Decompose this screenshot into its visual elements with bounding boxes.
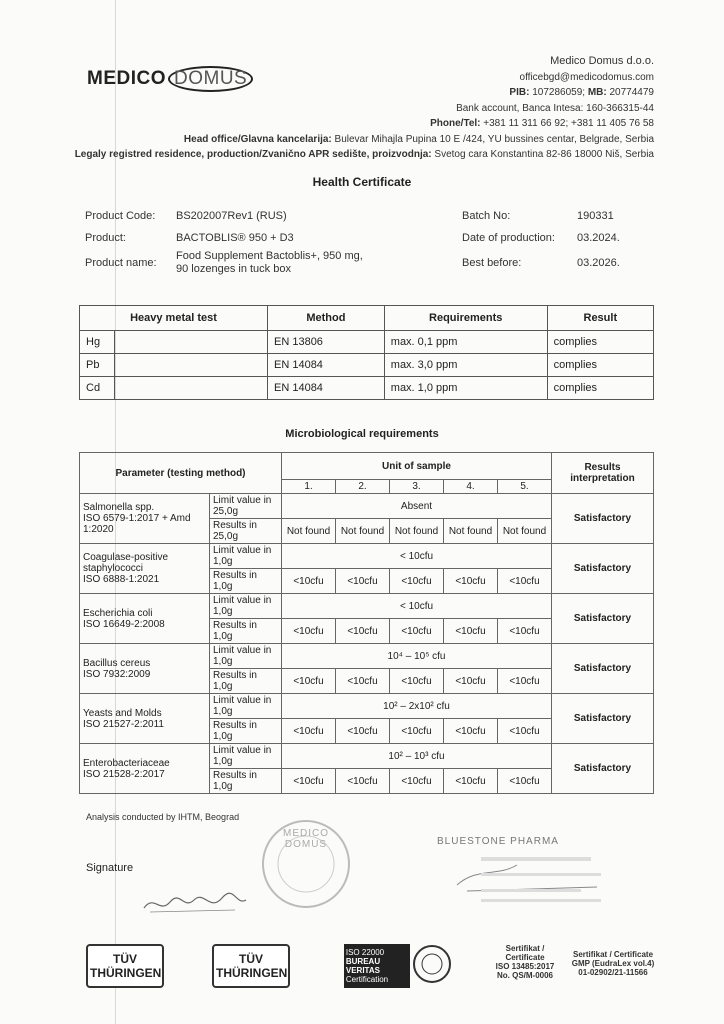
result-cell: <10cfu	[498, 719, 552, 744]
parameter-method: ISO 6579-1:2017 + Amd 1:2020	[83, 513, 191, 535]
result-cell: <10cfu	[282, 619, 336, 644]
results-label: Results in 25,0g	[210, 519, 282, 544]
col-heavy-metal: Heavy metal test	[80, 306, 268, 331]
col-result: Result	[547, 306, 653, 331]
tuv-badge-2	[212, 944, 290, 994]
result-cell: <10cfu	[498, 619, 552, 644]
table-row	[80, 644, 654, 669]
table-row	[80, 377, 654, 400]
results-label: Results in 1,0g	[210, 769, 282, 794]
limit-value: 10² – 10³ cfu	[282, 744, 552, 769]
result-cell: <10cfu	[282, 719, 336, 744]
col-results-interpretation: Results interpretation	[552, 453, 654, 494]
result-cell: <10cfu	[282, 569, 336, 594]
legal-residence: Legaly registred residence, production/Zvanično APR sedište, proizvodnja: Svetog cara Konstantina 82-86 18000 Niš, Serbia	[74, 149, 654, 160]
cert1-line4: No. QS/M-0006	[496, 971, 553, 980]
blank-cell	[115, 377, 268, 400]
result-cell: <10cfu	[336, 569, 390, 594]
table-row	[80, 494, 654, 519]
result-cell: Not found	[390, 519, 444, 544]
limit-label: Limit value in 25,0g	[210, 494, 282, 519]
table-row	[80, 594, 654, 619]
parameter-name: Salmonella spp.	[83, 502, 155, 513]
method-cell: EN 14084	[268, 377, 385, 400]
limit-value: 10⁴ – 10⁵ cfu	[282, 644, 552, 669]
company-name: Medico Domus d.o.o.	[550, 55, 654, 67]
interpretation-cell: Satisfactory	[552, 594, 654, 644]
product: BACTOBLIS® 950 + D3	[176, 232, 294, 244]
result-cell: <10cfu	[498, 769, 552, 794]
result-cell: <10cfu	[282, 769, 336, 794]
phone: Phone/Tel: +381 11 311 66 92; +381 11 405 76 58	[430, 118, 654, 129]
head-office: Head office/Glavna kancelarija: Bulevar Mihajla Pupina 10 E /424, YU bussines centar, Belgrade, Serbia	[183, 133, 654, 145]
unit-2: 2.	[336, 480, 390, 494]
limit-label: Limit value in 1,0g	[210, 544, 282, 569]
bv-seal-icon	[412, 944, 452, 984]
batch: 190331	[577, 210, 614, 222]
results-label: Results in 1,0g	[210, 669, 282, 694]
company-stamp	[262, 820, 350, 908]
tuv-badge-1	[86, 944, 164, 994]
bank-account: Bank account, Banca Intesa: 160-366315-44	[456, 102, 654, 114]
company-email: officebgd@medicodomus.com	[519, 71, 654, 83]
unit-1: 1.	[282, 480, 336, 494]
limit-label: Limit value in 1,0g	[210, 644, 282, 669]
micro-title: Microbiological requirements	[285, 428, 439, 440]
metal-cell: Pb	[80, 354, 115, 377]
cert1-line2: Certificate	[505, 953, 545, 962]
unit-4: 4.	[444, 480, 498, 494]
document-title: Health Certificate	[312, 175, 412, 189]
table-row	[80, 544, 654, 569]
result-cell: complies	[547, 354, 653, 377]
result-cell: <10cfu	[390, 719, 444, 744]
parameter-cell	[80, 744, 210, 794]
limit-value: Absent	[282, 494, 552, 519]
table-row	[80, 694, 654, 719]
parameter-method: ISO 6888-1:2021	[83, 574, 160, 585]
unit-3: 3.	[390, 480, 444, 494]
result-cell: complies	[547, 331, 653, 354]
result-cell: <10cfu	[390, 569, 444, 594]
result-cell: <10cfu	[444, 769, 498, 794]
metal-cell: Cd	[80, 377, 115, 400]
interpretation-cell: Satisfactory	[552, 494, 654, 544]
result-cell: <10cfu	[336, 619, 390, 644]
tuv-logo: TÜV THÜRINGEN	[86, 944, 164, 988]
limit-label: Limit value in 1,0g	[210, 694, 282, 719]
result-cell: <10cfu	[444, 719, 498, 744]
result-cell: Not found	[336, 519, 390, 544]
result-cell: <10cfu	[498, 669, 552, 694]
parameter-name: Enterobacteriaceae	[83, 757, 170, 769]
result-cell: <10cfu	[390, 669, 444, 694]
method-cell: EN 14084	[268, 354, 385, 377]
cert2-line2: GMP (EudraLex vol.4)	[571, 959, 655, 968]
parameter-method: ISO 21527-2:2011	[83, 718, 164, 730]
product-name-1: Food Supplement Bactoblis+, 950 mg,	[176, 250, 363, 262]
product-code: BS202007Rev1 (RUS)	[176, 210, 287, 222]
result-cell: <10cfu	[336, 719, 390, 744]
iso-13485-cert	[490, 944, 560, 980]
stamp-text: MEDICO DOMUS	[283, 828, 329, 850]
handwritten-signature	[140, 888, 250, 918]
result-cell: complies	[547, 377, 653, 400]
result-cell: <10cfu	[390, 619, 444, 644]
product-name-2: 90 lozenges in tuck box	[176, 263, 291, 275]
parameter-name: Escherichia coli	[83, 607, 153, 619]
parameter-cell	[80, 494, 210, 544]
parameter-method: ISO 16649-2:2008	[83, 618, 165, 630]
col-method: Method	[268, 306, 385, 331]
bv-cert: Certification	[345, 975, 389, 984]
cert1-line3: ISO 13485:2017	[495, 962, 555, 971]
batch-label: Batch No:	[462, 210, 511, 222]
product-code-label: Product Code:	[85, 210, 156, 222]
gmp-cert	[565, 950, 661, 977]
result-cell: <10cfu	[282, 669, 336, 694]
logo-right: DOMUS	[168, 66, 253, 92]
bv-iso: ISO 22000	[345, 948, 385, 957]
logo-left: MEDICO	[87, 68, 166, 89]
parameter-cell	[80, 544, 210, 594]
result-cell: Not found	[498, 519, 552, 544]
result-cell: <10cfu	[444, 669, 498, 694]
interpretation-cell: Satisfactory	[552, 544, 654, 594]
result-cell: <10cfu	[336, 769, 390, 794]
result-cell: <10cfu	[336, 669, 390, 694]
limit-value: < 10cfu	[282, 594, 552, 619]
company-ids: PIB: 107286059; MB: 20774479	[509, 87, 654, 98]
limit-label: Limit value in 1,0g	[210, 594, 282, 619]
parameter-method: ISO 21528-2:2017	[83, 768, 165, 780]
parameter-cell	[80, 644, 210, 694]
col-requirements: Requirements	[384, 306, 547, 331]
production-date: 03.2024.	[577, 232, 620, 244]
microbiological-table	[79, 452, 654, 794]
parameter-method: ISO 7932:2009	[83, 668, 151, 680]
requirement-cell: max. 3,0 ppm	[384, 354, 547, 377]
interpretation-cell: Satisfactory	[552, 644, 654, 694]
parameter-name: Bacillus cereus	[83, 657, 151, 669]
bv-name: BUREAU VERITAS	[345, 957, 381, 975]
results-label: Results in 1,0g	[210, 719, 282, 744]
parameter-cell	[80, 594, 210, 644]
cert1-line1: Sertifikat /	[505, 944, 545, 953]
blank-cell	[115, 331, 268, 354]
table-row	[80, 744, 654, 769]
bluestone-signature	[437, 847, 637, 907]
heavy-metal-table	[79, 305, 654, 400]
table-header-row	[80, 306, 654, 331]
interpretation-cell: Satisfactory	[552, 694, 654, 744]
bureau-veritas-badge	[343, 944, 453, 1000]
table-row	[80, 354, 654, 377]
date-label: Date of production:	[462, 232, 555, 244]
product-label: Product:	[85, 232, 126, 244]
requirement-cell: max. 0,1 ppm	[384, 331, 547, 354]
table-header-row	[80, 453, 654, 480]
result-cell: Not found	[282, 519, 336, 544]
result-cell: <10cfu	[444, 619, 498, 644]
col-parameter: Parameter (testing method)	[80, 453, 282, 494]
signature-label: Signature	[86, 862, 134, 874]
result-cell: <10cfu	[498, 569, 552, 594]
result-cell: <10cfu	[390, 769, 444, 794]
result-cell: Not found	[444, 519, 498, 544]
limit-label: Limit value in 1,0g	[210, 744, 282, 769]
method-cell: EN 13806	[268, 331, 385, 354]
blank-cell	[115, 354, 268, 377]
requirement-cell: max. 1,0 ppm	[384, 377, 547, 400]
best-before: 03.2026.	[577, 257, 620, 269]
best-before-label: Best before:	[462, 257, 522, 269]
interpretation-cell: Satisfactory	[552, 744, 654, 794]
parameter-name: Coagulase-positive staphylococci	[83, 552, 169, 574]
analysis-note: Analysis conducted by IHTM, Beograd	[86, 812, 240, 822]
results-label: Results in 1,0g	[210, 619, 282, 644]
bluestone-name: BLUESTONE PHARMA	[437, 836, 559, 847]
cert2-line3: 01-02902/21-11566	[578, 968, 648, 977]
tuv-logo: TÜV THÜRINGEN	[212, 944, 290, 988]
product-name-label: Product name:	[85, 257, 157, 269]
cert2-line1: Sertifikat / Certificate	[572, 950, 654, 959]
limit-value: < 10cfu	[282, 544, 552, 569]
table-row	[80, 331, 654, 354]
result-cell: <10cfu	[444, 569, 498, 594]
bluestone-stamp	[437, 836, 647, 916]
parameter-cell	[80, 694, 210, 744]
parameter-name: Yeasts and Molds	[83, 707, 162, 719]
limit-value: 10² – 2x10² cfu	[282, 694, 552, 719]
col-unit-of-sample: Unit of sample	[282, 453, 552, 480]
metal-cell: Hg	[80, 331, 115, 354]
company-header	[75, 54, 654, 163]
results-label: Results in 1,0g	[210, 569, 282, 594]
unit-5: 5.	[498, 480, 552, 494]
